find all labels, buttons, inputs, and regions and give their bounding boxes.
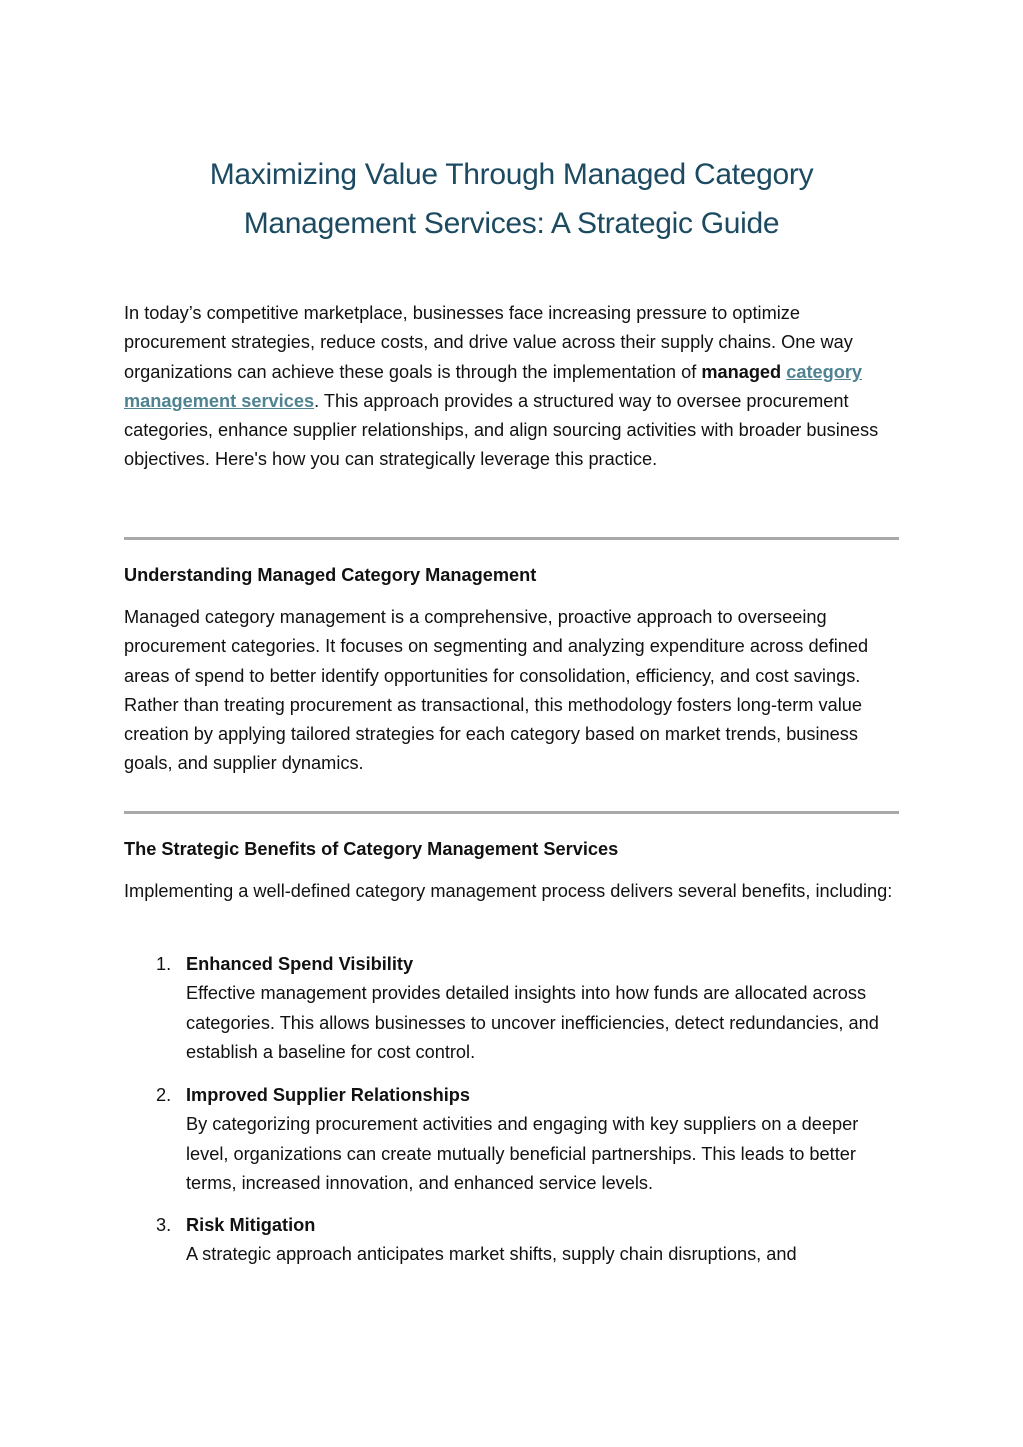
section-heading-understanding: Understanding Managed Category Management: [124, 565, 537, 585]
list-item-text: A strategic approach anticipates market shifts, supply chain disruptions, and: [186, 1244, 797, 1265]
list-item-number: 1.: [156, 954, 172, 974]
title-line-1: Maximizing Value Through Managed Category: [209, 158, 814, 191]
category-management-services-link[interactable]: category management services: [124, 361, 863, 411]
section-divider: [124, 811, 899, 814]
section-paragraph-understanding: Managed category management is a comprehensive, proactive approach to overseeing procurement categories. It focuses on segmenting and analyzing expenditure across defined areas of spend to better identify opportunities for consolidation, efficiency, and cost savings. Rather than treating procurement as transactional, this methodology fosters long-term value creation by applying tailored strategies for each category based on market trends, business goals, and supplier dynamics.: [124, 607, 869, 774]
section-heading-benefits: The Strategic Benefits of Category Management Services: [124, 839, 619, 859]
document-title: [124, 150, 899, 248]
intro-text-after: . This approach provides a structured way to oversee procurement categories, enhance supplier relationships, and align sourcing activities with broader business objectives. Here's how you can strategically leverage this practice.: [124, 390, 879, 470]
list-item-number: 2.: [156, 1085, 172, 1105]
list-item-number: 3.: [156, 1215, 172, 1235]
list-item-text: Effective management provides detailed insights into how funds are allocated across categories. This allows businesses to uncover inefficiencies, detect redundancies, and establish a baseline for cost control.: [186, 983, 879, 1062]
intro-bold-text: managed: [701, 361, 782, 382]
section-divider: [124, 537, 899, 540]
list-item-text: By categorizing procurement activities and engaging with key suppliers on a deeper level, organizations can create mutually beneficial partnerships. This leads to better terms, increased innovation, and enhanced service levels.: [186, 1114, 859, 1193]
title-line-2: Management Services: A Strategic Guide: [243, 207, 780, 240]
intro-paragraph: [124, 299, 899, 475]
section-paragraph-benefits: Implementing a well-defined category management process delivers several benefits, including:: [124, 881, 893, 901]
list-item-title: Enhanced Spend Visibility: [186, 954, 414, 974]
list-item-title: Risk Mitigation: [186, 1215, 316, 1235]
intro-text-before: In today’s competitive marketplace, businesses face increasing pressure to optimize procurement strategies, reduce costs, and drive value across their supply chains. One way organizations can achieve these goals is through the implementation of: [124, 303, 853, 382]
list-item-title: Improved Supplier Relationships: [186, 1085, 470, 1105]
